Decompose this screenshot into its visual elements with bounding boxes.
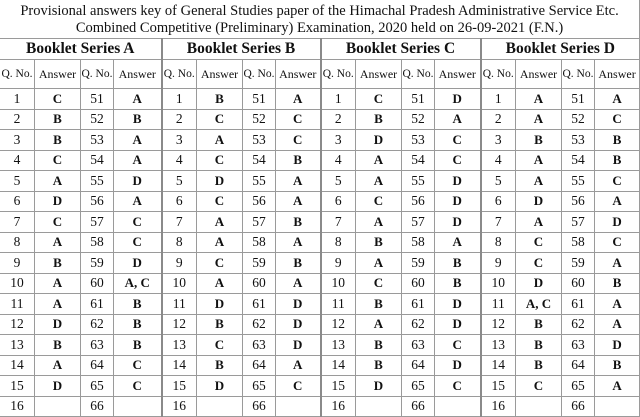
answer-series-c [356,396,402,417]
answer-series-c: D [435,212,481,233]
answer-series-a: D [114,253,162,274]
question-number: 12 [162,314,197,335]
answer-series-d: B [516,335,562,356]
answer-series-a: A [35,232,81,253]
answer-series-b: B [276,150,321,171]
question-number: 16 [162,396,197,417]
answer-column-header: Answer [276,60,321,89]
question-number: 16 [0,396,35,417]
question-number: 51 [402,89,435,110]
question-number: 62 [243,314,276,335]
answer-series-a: B [114,314,162,335]
answer-series-a: B [114,335,162,356]
question-number: 61 [81,294,114,315]
question-number: 15 [162,376,197,397]
answer-series-a: B [35,335,81,356]
answer-series-b: D [197,376,243,397]
answer-series-b: C [276,130,321,151]
question-number: 11 [162,294,197,315]
question-number: 61 [562,294,595,315]
answer-series-b: A [276,232,321,253]
answer-series-a: C [114,355,162,376]
question-number: 51 [562,89,595,110]
answer-series-c: D [356,376,402,397]
question-number: 13 [162,335,197,356]
qno-column-header: Q. No. [562,60,595,89]
question-number: 65 [81,376,114,397]
answer-series-c: A [356,150,402,171]
answer-column-header: Answer [435,60,481,89]
question-number: 58 [81,232,114,253]
answer-series-d: C [595,232,640,253]
answer-series-b: B [276,212,321,233]
question-number: 9 [481,253,516,274]
answer-series-b: A [197,130,243,151]
table-row [0,150,640,171]
question-number: 1 [321,89,356,110]
question-number: 63 [243,335,276,356]
answer-series-b: A [276,171,321,192]
answer-series-d: B [595,273,640,294]
answer-series-c: C [435,150,481,171]
series-header-a: Booklet Series A [0,39,162,60]
table-row [0,396,640,417]
table-row [0,273,640,294]
answer-series-d: B [516,314,562,335]
answer-series-c: D [435,355,481,376]
question-number: 53 [243,130,276,151]
answer-series-b: C [197,109,243,130]
question-number: 52 [402,109,435,130]
answer-series-a: D [35,314,81,335]
answer-series-d: A, C [516,294,562,315]
series-header-b: Booklet Series B [162,39,321,60]
answer-series-a: A [114,130,162,151]
answer-series-c: C [356,273,402,294]
answer-series-b: C [197,150,243,171]
question-number: 64 [243,355,276,376]
answer-series-d: A [516,150,562,171]
answer-series-d: A [595,294,640,315]
answer-series-b [276,396,321,417]
answer-series-b: D [197,171,243,192]
question-number: 63 [562,335,595,356]
question-number: 60 [402,273,435,294]
question-number: 7 [321,212,356,233]
table-row [0,89,640,110]
answer-series-b [197,396,243,417]
question-number: 66 [402,396,435,417]
answer-series-a: B [35,109,81,130]
question-number: 56 [562,191,595,212]
question-number: 54 [81,150,114,171]
question-number: 59 [243,253,276,274]
answer-series-b: B [197,314,243,335]
answer-series-c: B [356,335,402,356]
answer-series-b: C [197,253,243,274]
question-number: 16 [481,396,516,417]
question-number: 13 [481,335,516,356]
question-number: 12 [0,314,35,335]
answer-series-c: A [356,253,402,274]
answer-series-d: A [516,212,562,233]
question-number: 53 [562,130,595,151]
question-number: 52 [81,109,114,130]
series-header-d: Booklet Series D [481,39,640,60]
qno-column-header: Q. No. [481,60,516,89]
question-number: 15 [321,376,356,397]
table-row [0,191,640,212]
table-row [0,294,640,315]
question-number: 14 [481,355,516,376]
question-number: 11 [0,294,35,315]
answer-column-header: Answer [516,60,562,89]
table-row [0,355,640,376]
answer-series-d: B [595,355,640,376]
question-number: 6 [321,191,356,212]
question-number: 16 [321,396,356,417]
question-number: 62 [402,314,435,335]
column-header-row [0,60,640,89]
answer-series-d: B [516,130,562,151]
question-number: 14 [162,355,197,376]
question-number: 52 [562,109,595,130]
answer-series-b: A [276,89,321,110]
answer-series-d: A [595,191,640,212]
question-number: 58 [562,232,595,253]
question-number: 54 [243,150,276,171]
question-number: 60 [562,273,595,294]
answer-series-d: C [516,376,562,397]
qno-column-header: Q. No. [0,60,35,89]
answer-series-a: A [35,294,81,315]
question-number: 9 [0,253,35,274]
question-number: 66 [562,396,595,417]
answer-series-a: B [114,109,162,130]
question-number: 14 [321,355,356,376]
question-number: 59 [81,253,114,274]
qno-column-header: Q. No. [243,60,276,89]
question-number: 5 [162,171,197,192]
answer-series-a: C [114,212,162,233]
answer-series-b: B [276,253,321,274]
answer-series-d: C [595,171,640,192]
question-number: 13 [321,335,356,356]
answer-series-d [595,396,640,417]
question-number: 55 [243,171,276,192]
answer-series-a: A [114,191,162,212]
question-number: 2 [162,109,197,130]
answer-series-a [114,396,162,417]
answer-series-d: B [595,130,640,151]
question-number: 10 [0,273,35,294]
answer-series-a: C [35,89,81,110]
question-number: 15 [0,376,35,397]
answer-series-c: A [435,232,481,253]
answer-series-a: A, C [114,273,162,294]
answer-series-d: D [595,335,640,356]
answer-series-d: B [595,150,640,171]
answer-series-a: B [35,253,81,274]
answer-series-b: A [197,212,243,233]
question-number: 57 [243,212,276,233]
question-number: 1 [481,89,516,110]
question-number: 7 [481,212,516,233]
question-number: 4 [162,150,197,171]
question-number: 6 [162,191,197,212]
question-number: 4 [481,150,516,171]
answer-series-c: B [435,273,481,294]
answer-series-a: C [35,212,81,233]
question-number: 5 [321,171,356,192]
answer-series-c: C [356,191,402,212]
table-row [0,253,640,274]
question-number: 3 [321,130,356,151]
question-number: 2 [481,109,516,130]
question-number: 57 [81,212,114,233]
table-row [0,376,640,397]
question-number: 56 [243,191,276,212]
answer-series-b: A [197,232,243,253]
question-number: 10 [481,273,516,294]
answer-series-c: A [435,109,481,130]
question-number: 7 [162,212,197,233]
question-number: 66 [81,396,114,417]
answer-series-c: C [356,89,402,110]
answer-series-a: B [114,294,162,315]
answer-series-b: A [197,273,243,294]
answer-series-c: D [435,314,481,335]
question-number: 65 [562,376,595,397]
answer-series-d: D [516,273,562,294]
answer-series-a: D [114,171,162,192]
answer-series-d: C [516,253,562,274]
answer-series-c: A [356,171,402,192]
answer-series-a: C [114,232,162,253]
answer-series-d: A [516,89,562,110]
question-number: 10 [321,273,356,294]
answer-series-a: D [35,191,81,212]
question-number: 2 [0,109,35,130]
answer-series-b: C [197,335,243,356]
answer-series-d: A [595,253,640,274]
answer-rows [0,89,640,417]
question-number: 8 [162,232,197,253]
answer-series-a: A [35,355,81,376]
page-title: Provisional answers key of General Studies paper of the Himachal Pradesh Administrative Service Etc. Combined Competitive (Preliminary) Examination, 2020 held on 26-09-2021 (F.N.) [0,0,640,39]
series-header-c: Booklet Series C [321,39,481,60]
qno-column-header: Q. No. [162,60,197,89]
question-number: 12 [481,314,516,335]
question-number: 9 [162,253,197,274]
answer-series-c: D [435,191,481,212]
question-number: 57 [562,212,595,233]
question-number: 64 [81,355,114,376]
question-number: 64 [562,355,595,376]
question-number: 3 [0,130,35,151]
answer-series-c: C [435,335,481,356]
answer-series-c: A [356,212,402,233]
answer-series-a: A [35,273,81,294]
answer-series-c: B [356,355,402,376]
question-number: 4 [0,150,35,171]
question-number: 11 [321,294,356,315]
qno-column-header: Q. No. [321,60,356,89]
answer-series-c: D [435,171,481,192]
table-row [0,171,640,192]
question-number: 5 [481,171,516,192]
question-number: 8 [481,232,516,253]
answer-series-d: A [516,109,562,130]
question-number: 65 [402,376,435,397]
answer-series-c: B [435,253,481,274]
answer-series-d: D [595,212,640,233]
answer-series-b: A [276,273,321,294]
question-number: 66 [243,396,276,417]
qno-column-header: Q. No. [81,60,114,89]
answer-series-c: B [356,294,402,315]
qno-column-header: Q. No. [402,60,435,89]
question-number: 15 [481,376,516,397]
question-number: 53 [402,130,435,151]
question-number: 61 [243,294,276,315]
answer-series-d: C [516,232,562,253]
table-row [0,212,640,233]
answer-series-c: C [435,130,481,151]
question-number: 5 [0,171,35,192]
question-number: 53 [81,130,114,151]
question-number: 63 [81,335,114,356]
answer-series-d: D [516,191,562,212]
answer-series-c: C [435,376,481,397]
question-number: 3 [481,130,516,151]
answer-series-d: A [595,314,640,335]
question-number: 55 [402,171,435,192]
question-number: 14 [0,355,35,376]
question-number: 3 [162,130,197,151]
answer-column-header: Answer [356,60,402,89]
question-number: 59 [562,253,595,274]
table-row [0,335,640,356]
question-number: 65 [243,376,276,397]
question-number: 7 [0,212,35,233]
answer-series-c: B [356,109,402,130]
question-number: 8 [0,232,35,253]
question-number: 54 [402,150,435,171]
answer-series-a: C [35,150,81,171]
answer-series-d [516,396,562,417]
answer-series-c: A [356,314,402,335]
answer-series-c: D [356,130,402,151]
question-number: 54 [562,150,595,171]
question-number: 4 [321,150,356,171]
answer-series-b: D [276,314,321,335]
answer-series-a: C [114,376,162,397]
question-number: 51 [243,89,276,110]
answer-column-header: Answer [35,60,81,89]
question-number: 57 [402,212,435,233]
answer-column-header: Answer [114,60,162,89]
question-number: 55 [562,171,595,192]
answer-series-a: D [35,376,81,397]
answer-series-a: A [114,150,162,171]
table-row [0,314,640,335]
answer-series-b: A [276,355,321,376]
answer-series-a [35,396,81,417]
question-number: 55 [81,171,114,192]
question-number: 9 [321,253,356,274]
question-number: 12 [321,314,356,335]
answer-series-b: B [197,355,243,376]
answer-series-d: A [595,376,640,397]
question-number: 10 [162,273,197,294]
answer-series-b: D [276,294,321,315]
answer-series-d: A [595,89,640,110]
question-number: 64 [402,355,435,376]
answer-column-header: Answer [595,60,640,89]
answer-series-c: B [356,232,402,253]
answer-series-a: A [114,89,162,110]
question-number: 1 [0,89,35,110]
answer-series-a: A [35,171,81,192]
question-number: 62 [81,314,114,335]
question-number: 61 [402,294,435,315]
question-number: 60 [81,273,114,294]
table-row [0,109,640,130]
question-number: 6 [0,191,35,212]
answer-series-c: D [435,89,481,110]
answer-series-b: B [197,89,243,110]
answer-series-b: A [276,191,321,212]
answer-series-b: C [276,109,321,130]
answer-series-b: D [276,335,321,356]
question-number: 58 [243,232,276,253]
answer-series-b: C [197,191,243,212]
answer-series-c: D [435,294,481,315]
answer-series-b: D [197,294,243,315]
question-number: 62 [562,314,595,335]
question-number: 11 [481,294,516,315]
question-number: 1 [162,89,197,110]
question-number: 56 [81,191,114,212]
answer-series-a: B [35,130,81,151]
question-number: 58 [402,232,435,253]
question-number: 59 [402,253,435,274]
table-row [0,232,640,253]
answer-series-b: C [276,376,321,397]
question-number: 63 [402,335,435,356]
answer-series-d: C [595,109,640,130]
question-number: 56 [402,191,435,212]
table-row [0,130,640,151]
question-number: 51 [81,89,114,110]
answer-series-d: B [516,355,562,376]
question-number: 8 [321,232,356,253]
answer-series-c [435,396,481,417]
answer-series-d: A [516,171,562,192]
question-number: 6 [481,191,516,212]
question-number: 52 [243,109,276,130]
question-number: 2 [321,109,356,130]
answer-column-header: Answer [197,60,243,89]
question-number: 13 [0,335,35,356]
question-number: 60 [243,273,276,294]
